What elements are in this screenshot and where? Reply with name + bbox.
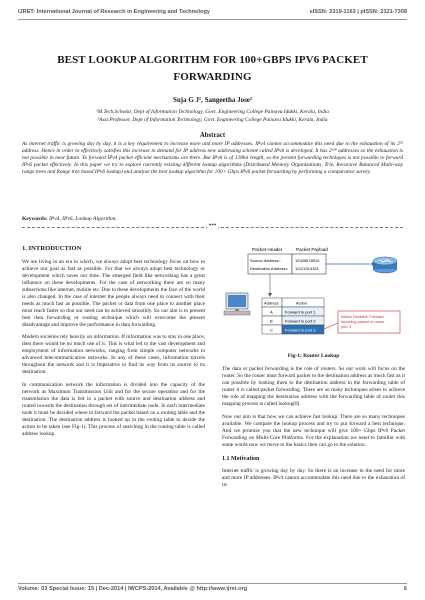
- source-address-label: Source Address=: [250, 258, 281, 263]
- destination-address-value: 11121314151: [295, 266, 319, 271]
- authors: Suja G J¹, Sangeetha Jose²: [172, 96, 253, 104]
- packet-header-label: Packet Header: [252, 247, 283, 252]
- keywords-label: Keywords:: [22, 216, 48, 222]
- running-footer: [18, 586, 407, 592]
- packet-payload-label: Packet Payload: [296, 247, 328, 252]
- decision-text-line: incoming packet to router: [341, 319, 385, 324]
- page-number: 6: [403, 586, 407, 592]
- left-column: [22, 246, 205, 444]
- journal-name: IJRET: International Journal of Research in Engineering and Technology: [18, 9, 210, 15]
- computer-icon: [224, 293, 250, 315]
- affiliation-1: ¹M.Tech.Scholar, Dept of Information Technology, Govt. Engineering College Painavu Idukki, Kerala, India: [96, 109, 329, 115]
- volume-info: Volume: 03 Special Issue: 15 | Dec-2014 | IWCPS-2014, Available @ http://www.ijret.org: [18, 586, 248, 592]
- decision-text-line: port 3: [341, 324, 351, 329]
- footer-rule: [18, 583, 407, 584]
- routing-table: [262, 298, 324, 334]
- source-address-value: 12345678910: [295, 258, 320, 263]
- table-header-action: Action: [296, 300, 308, 306]
- issn: eISSN: 2319-1163 | pISSN: 2321-7308: [309, 9, 407, 15]
- section-heading-introduction: 1. INTRODUCTION: [22, 245, 82, 252]
- table-row-2-address: B: [270, 318, 273, 324]
- right-paragraph-2: Now our aim is that how we can achieve fast lookup. There are so many techniques available. We compare the lookup process and try to put forward a best technique. And we promise you that the new technique will give 100+ Gbps IPv6 Packet Forwarding on Multi-Core Platforms. For the explanation we need to familiar with some words now we move to the basics then can go to the solution.: [222, 413, 405, 448]
- right-paragraph-1: The data or packet forwarding is the role of routers. So our work will focus on the router. So the router must forward packet to the destination address as much fast as it can possible by looking them to the destination address in the forwarding table of router it is called packet forwarding. There are so many techniques arises to achieve the role of mapping the destination address with the forwarding table of router this mapping process is called lookup[8].: [222, 366, 405, 407]
- header-rule: [18, 19, 407, 20]
- packet-payload-box: [292, 254, 326, 274]
- table-header-address: Address: [264, 300, 279, 306]
- intro-paragraph-2: Modern societies rely heavily on information. If information was to stay in one place, then there would be no much use of it. This is what led to the vast development and employment of information networks, ranging from simple computer networks to advanced telecommunication networks. In any of these cases, information travels throughout the network and it is imperative to find its way from its source to its destination.: [22, 334, 205, 376]
- intro-paragraph-3: In communication network the information is divided into the capacity of the network as Maximum Transmission Unit and for the secure operation and for the transmission the data is fed in a packet with source and destination address and routed towards the destination through set of intermediate node. In each intermediate node it must be decided where to forward the packet based on a routing table and the destination. The destination address is looked up in the routing table to decide the action to be taken (see Fig-1). This process of searching in the routing table is called address lookup.: [22, 382, 205, 437]
- abstract-text: As internet traffic is growing day by day, it is a key requirement to increase more and more IP addresses. IPv4 cannot accommodate this need due to the exhaustion of its 2³² address. Hence in order to effectively satisfies this increase in demand for IP address new addressing scheme called IPv6 is developed. It has 2¹²⁸ addresses so the exhaustion is not possible in near future. To forward IPv4 packet efficient mechanisms are there. But IPv6 is of 128bit length, so the present forwarding techniques is not possible to forward IPv6 packet effectively. In this paper we try to explore currently existing different lookup algorithms (Distributed Memory Organizations, Trie, Recursive Balanced Multi-way range trees and Range tree based IPv6 lookup) and analyze the best lookup algorithm for 100+ Gbps IPv6 packet forwarding by performing a comparative survey.: [22, 141, 403, 175]
- table-row-3-action: Forward to port 3: [285, 327, 316, 333]
- motivation-paragraph: Internet traffic is growing day by day. So there is an increase in the need for more and more IP addresses. IPv4 cannot accommodate this need due to the exhaustion of its: [222, 468, 405, 489]
- intro-paragraph-1: We are living in an era in which, we always adopt best technology focus on how to achieve our goal as fast as possible. For that we always adopt best technology or development which saves our time. The emerged field like networking has a great influence on these developments. For the case of networking there are so many subsections like internet, mobile etc. Due to these developments the face of the world is also changed. In the case of internet the people always need to connect with their needs as much fast as possible. The packet or data from one place to another place must reach faster so that our need can be achieved smoothly. So our aim is to present best data forwarding or routing technique which will overcome the present disadvantage and improve the performance in data forwarding.: [22, 258, 205, 328]
- running-header: [18, 9, 407, 15]
- decision-text-line: Action Decided: Forward: [341, 314, 384, 319]
- table-row-1-action: Forward to port 1: [285, 309, 316, 315]
- destination-address-label: Destination Address=: [250, 266, 288, 271]
- right-column: [222, 366, 405, 495]
- router-lookup-figure: [222, 243, 405, 355]
- packet-header-box: [248, 254, 292, 274]
- table-row-1-address: A: [270, 309, 273, 315]
- router-icon: [373, 257, 397, 273]
- keywords: [22, 216, 403, 222]
- arrow-head-icon: [268, 293, 272, 297]
- table-row-3-address: C: [270, 327, 273, 333]
- abstract-heading: Abstract: [199, 132, 226, 139]
- decision-pointer: [324, 323, 338, 329]
- table-row-2-action: Forward to port 2: [285, 318, 316, 324]
- subsection-heading-motivation: 1.1 Motivation: [222, 456, 260, 463]
- separator-stars: ***: [208, 224, 217, 229]
- keywords-text: IPv4, IPv6, Lookup Algorithm.: [49, 216, 117, 222]
- figure-caption: Fig-1: Router Lookup: [287, 353, 340, 359]
- paper-title: BEST LOOKUP ALGORITHM FOR 100+GBPS IPV6 PACKET FORWARDING: [57, 54, 368, 83]
- affiliation-2: ²Asst.Professor, Dept of Information Technology, Govt. Engineering College Painavu Idukki, Kerala, India: [97, 117, 328, 123]
